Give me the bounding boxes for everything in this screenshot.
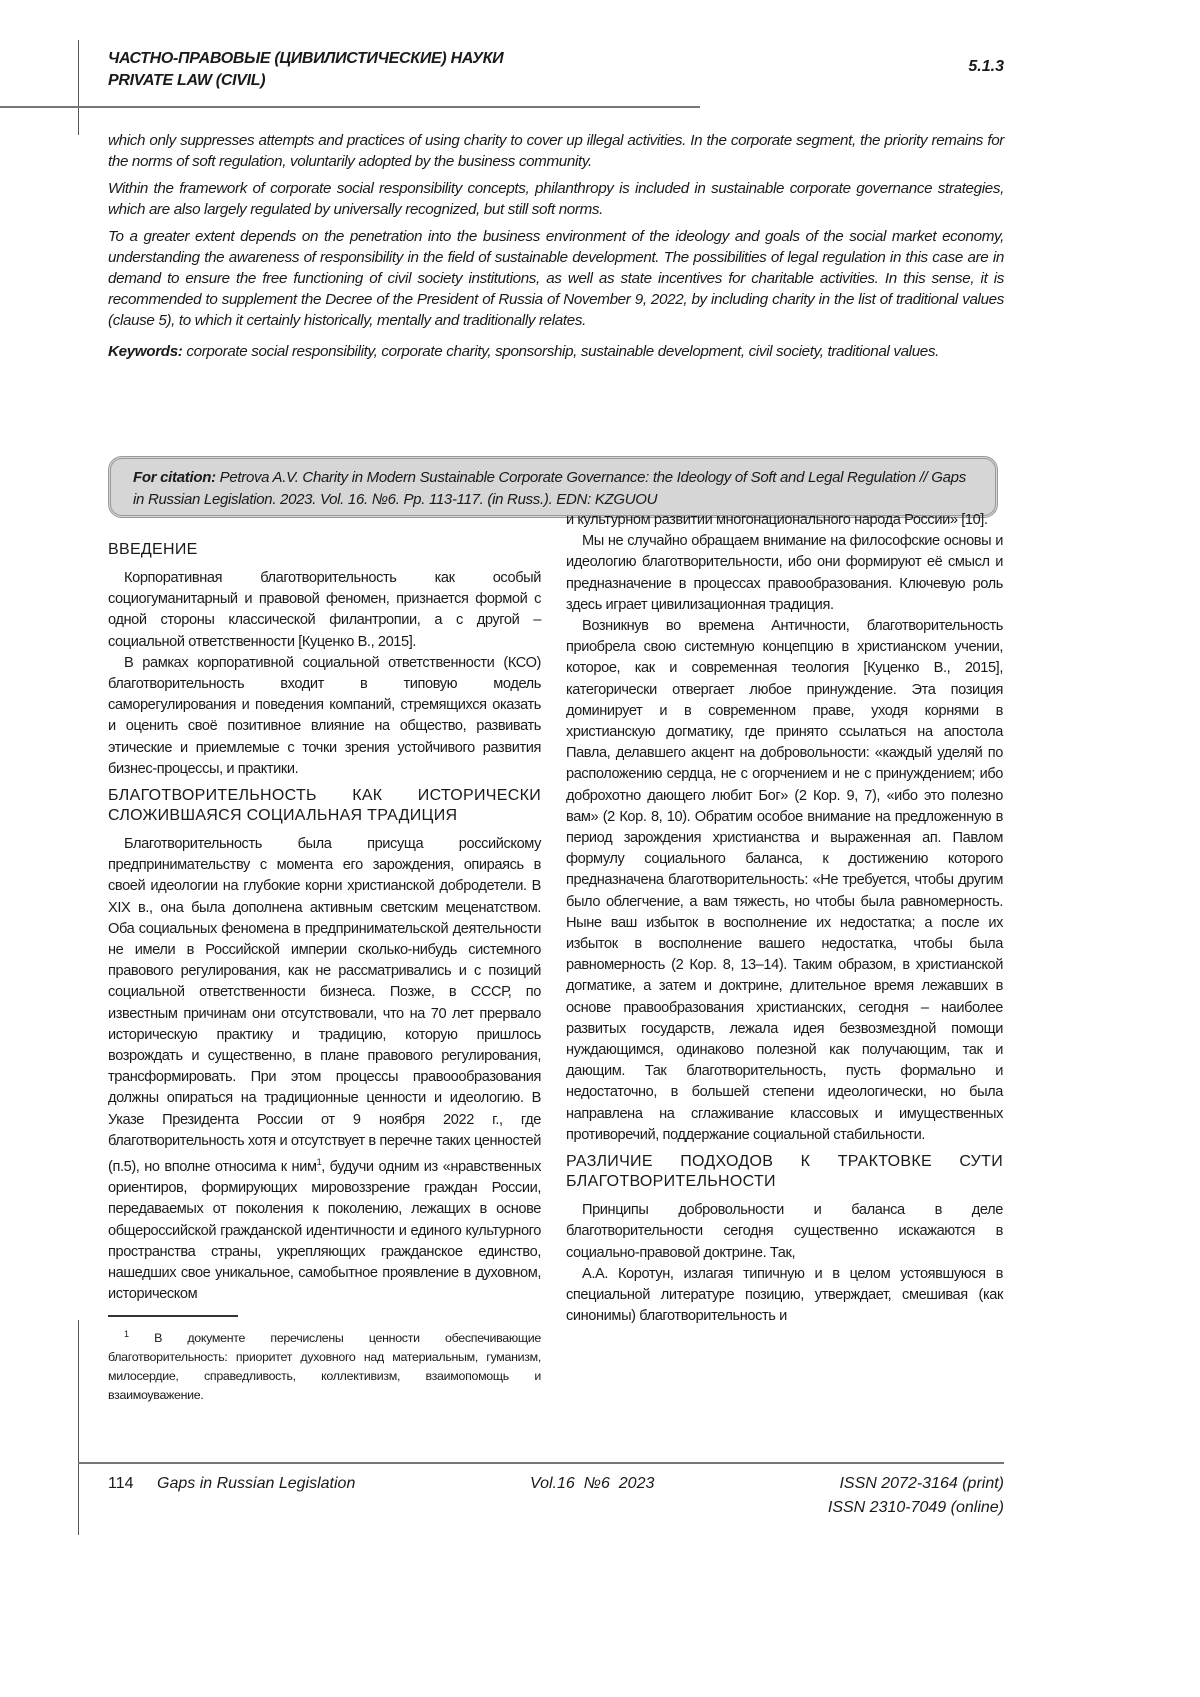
left-column	[108, 548, 541, 1405]
abstract	[108, 130, 1004, 368]
footnote	[108, 1325, 541, 1405]
citation-box	[108, 456, 998, 518]
paragraph: Корпоративная благотворительность как особый социогуманитарный и правовой феномен, признается формой с одной стороны классической филантропии, а с другой – социальной ответственности [Куценко В., 2015].	[108, 568, 541, 653]
paragraph	[108, 834, 541, 1305]
paragraph: и культурном развитии многонационального народа России» [10].	[566, 510, 1003, 531]
running-header	[108, 48, 503, 92]
abstract-paragraph: which only suppresses attempts and practices of using charity to cover up illegal activities. In the corporate segment, the priority remains for the norms of soft regulation, voluntarily adopted by the business community.	[108, 130, 1004, 172]
right-column	[566, 510, 1003, 1327]
abstract-paragraph: Within the framework of corporate social responsibility concepts, philanthropy is included in sustainable corporate governance strategies, which are also largely regulated by universally recognized, but still soft norms.	[108, 178, 1004, 220]
issue-info: Vol.16 №6 2023	[530, 1472, 654, 1496]
header-section-en: PRIVATE LAW (CIVIL)	[108, 70, 503, 92]
footnote-rule	[108, 1315, 238, 1317]
paragraph: Возникнув во времена Античности, благотворительность приобрела свою системную концепцию в христианском учении, которое, как и современная теология [Куценко В., 2015], категорически отвергает любое принуждение. Эта позиция доминирует и в современном праве, уходя корнями в христианскую догматику, где принято ссылаться на апостола Павла, делавшего акцент на добровольности: «каждый уделяй по расположению сердца, не с огорчением и не с принуждением; ибо доброхотно дающего любит Бог» (2 Кор. 9, 7), «ибо это полезно вам» (2 Кор. 8, 10). Обратим особое внимание на предложенную в период зарождения христианства и выраженная ап. Павлом формулу социального баланса, к достижению которого предназначена благотворительность: «Не требуется, чтобы другим было облегчение, а вам тяжесть, но чтобы была равномерность. Ныне ваш избыток в восполнение их недостатка; а после их избыток в восполнение вашего недостатка, чтобы была равномерность (2 Кор. 8, 13–14). Таким образом, в христианской догматике, а затем и доктрине, длительное время лежавших в основе правообразования христианских, сегодня – наиболее развитых государств, лежала идея безвозмездной помощи нуждающимся, одинаково полезной как получающим, так и дающим. Так благотворительность, пусть формально и недостаточно, в большей степени идеологически, но была направлена на сглаживание классовых и имущественных противоречий, поддержание социальной стабильности.	[566, 616, 1003, 1146]
abstract-paragraph: To a greater extent depends on the penetration into the business environment of the ideology and goals of the social market economy, understanding the awareness of responsibility in the field of sustainable development. The possibilities of legal regulation in this case are in demand to ensure the free functioning of civil society institutions, as well as state incentives for charitable activities. In this sense, it is recommended to supplement the Decree of the President of Russia of November 9, 2022, by including charity in the list of traditional values (clause 5), to which it certainly historically, mentally and traditionally relates.	[108, 226, 1004, 331]
section-code: 5.1.3	[968, 58, 1004, 76]
footnote-ref[interactable]: 1	[317, 1157, 322, 1167]
header-rule	[0, 106, 700, 108]
page-number: 114	[108, 1472, 134, 1496]
margin-line-top	[78, 40, 79, 135]
footnote-text: В документе перечислены ценности обеспечивающие благотворительность: приоритет духовного над материальным, гуманизм, милосердие, справедливость, коллективизм, взаимопомощь и взаимоуважение.	[108, 1331, 541, 1402]
keywords-text: corporate social responsibility, corporate charity, sponsorship, sustainable development, civil society, traditional values.	[183, 343, 940, 360]
section-heading: БЛАГОТВОРИТЕЛЬНОСТЬ КАК ИСТОРИЧЕСКИ СЛОЖИВШАЯСЯ СОЦИАЛЬНАЯ ТРАДИЦИЯ	[108, 786, 541, 826]
paragraph: Мы не случайно обращаем внимание на философские основы и идеологию благотворительности, ибо они формируют её смысл и предназначение в процессах правообразования. Ключевую роль здесь играет цивилизационная традиция.	[566, 531, 1003, 616]
issn-print: ISSN 2072-3164 (print)	[839, 1472, 1004, 1496]
journal-name: Gaps in Russian Legislation	[157, 1472, 355, 1496]
issn-online: ISSN 2310-7049 (online)	[828, 1496, 1004, 1520]
margin-line-bottom	[78, 1320, 79, 1535]
paragraph-text: , будучи одним из «нравственных ориентиров, формирующих мировоззрение граждан России, передаваемых от поколения к поколению, лежащих в основе общероссийской гражданской идентичности и единого культурного пространства страны, укрепляющих гражданское единство, нашедших свое уникальное, самобытное проявление в духовном, историческом	[108, 1159, 541, 1302]
section-heading: РАЗЛИЧИЕ ПОДХОДОВ К ТРАКТОВКЕ СУТИ БЛАГОТВОРИТЕЛЬНОСТИ	[566, 1152, 1003, 1192]
paragraph: Принципы добровольности и баланса в деле благотворительности сегодня существенно искажаются в социально-правовой доктрине. Так,	[566, 1200, 1003, 1264]
header-section-ru: ЧАСТНО-ПРАВОВЫЕ (ЦИВИЛИСТИЧЕСКИЕ) НАУКИ	[108, 48, 503, 70]
paragraph: А.А. Коротун, излагая типичную и в целом устоявшуюся в специальной литературе позицию, утверждает, смешивая (как синонимы) благотворительность и	[566, 1264, 1003, 1328]
keywords-label: Keywords:	[108, 343, 183, 360]
section-heading: ВВЕДЕНИЕ	[108, 540, 541, 560]
footnote-number: 1	[124, 1329, 129, 1339]
citation-text: Petrova A.V. Charity in Modern Sustainable Corporate Governance: the Ideology of Soft and Legal Regulation // Gaps in Russian Legislation. 2023. Vol. 16. №6. Pp. 113-117. (in Russ.). EDN: KZGUOU	[133, 469, 966, 508]
paragraph-text: Благотворительность была присуща российскому предпринимательству с момента его зарождения, опираясь в своей идеологии на глубокие корни христианской добродетели. В XIX в., она была дополнена активным светским меценатством. Оба социальных феномена в предпринимательской деятельности не имели в Российской империи сколько-нибудь системного правового регулирования, как не рассматривались и с позиций социальной ответственности бизнеса. Позже, в СССР, по известным причинам они отсутствовали, что на 70 лет прервало историческую практику и традицию, которую пришлось возрождать и существенно, в плане правового регулирования, трансформировать. При этом процессы правоообразования должны опираться на традиционные ценности и идеологию. В Указе Президента России от 9 ноября 2022 г., где благотворительность хотя и отсутствует в перечне таких ценностей (п.5), но вполне относима к ним	[108, 836, 541, 1175]
footer-rule	[78, 1462, 1004, 1464]
citation-label: For citation:	[133, 469, 216, 486]
keywords	[108, 341, 1004, 362]
paragraph: В рамках корпоративной социальной ответственности (КСО) благотворительность входит в типовую модель саморегулирования и поведения компаний, стремящихся оказать и оценить своё позитивное влияние на общество, развивать этические и приемлемые с точки зрения устойчивого развития бизнес-процессы, и практики.	[108, 653, 541, 780]
